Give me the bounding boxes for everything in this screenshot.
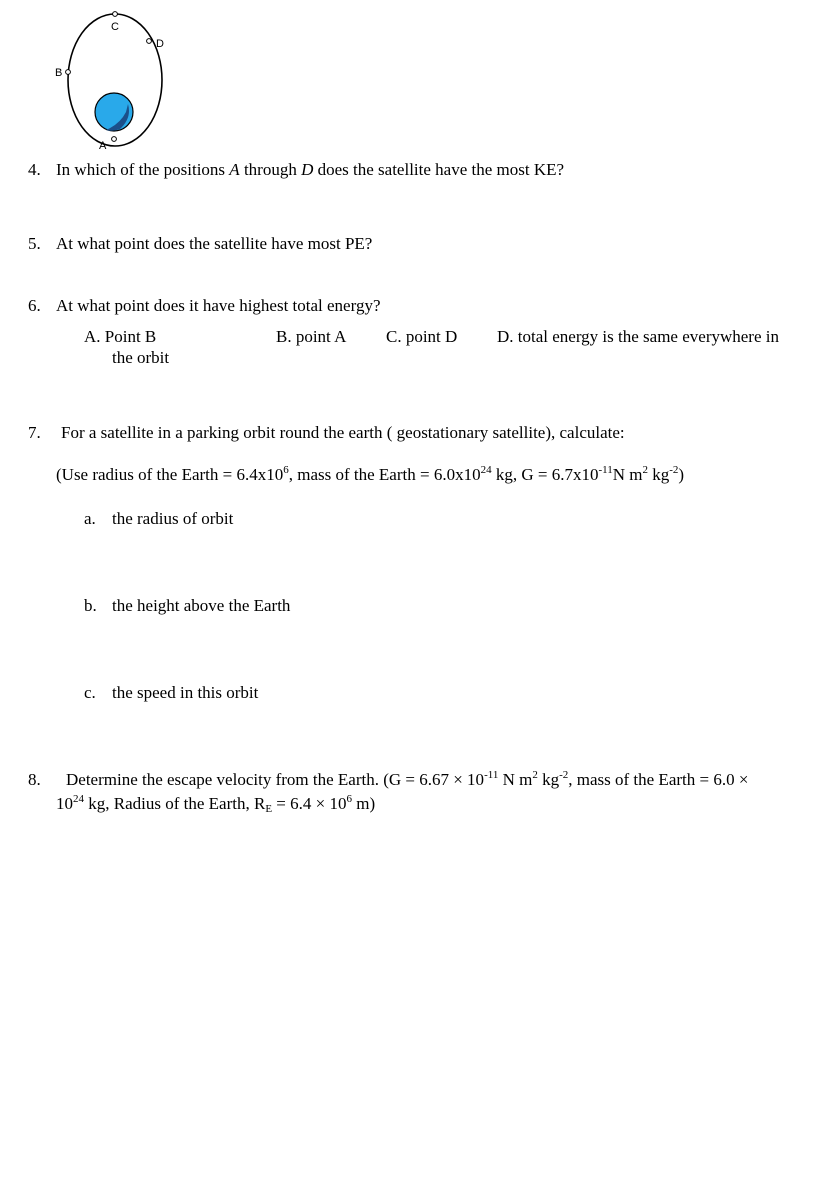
option-d-continued: the orbit	[112, 348, 170, 367]
question-text-part: In which of the positions	[56, 160, 230, 179]
point-a-marker	[112, 137, 117, 142]
label-d: D	[156, 38, 164, 50]
question-text: Determine the escape velocity from the Earth. (G = 6.67 × 10	[66, 770, 485, 789]
question-8-line-1	[28, 770, 748, 790]
part-text: the speed in this orbit	[112, 683, 259, 702]
option-b: B. point A	[276, 327, 347, 346]
exponent: -2	[669, 464, 679, 476]
part-letter: c.	[84, 683, 96, 702]
exponent: 2	[532, 769, 538, 781]
question-text: 10	[56, 794, 73, 813]
subscript: E	[265, 803, 273, 815]
part-text: the radius of orbit	[112, 509, 234, 528]
question-8-line-2	[56, 794, 375, 814]
question-text: m)	[351, 794, 376, 813]
question-text: N m	[498, 770, 533, 789]
option-c: C. point D	[386, 327, 458, 346]
label-c: C	[111, 21, 119, 33]
exponent: 2	[642, 464, 648, 476]
part-letter: b.	[84, 596, 97, 615]
point-c-marker	[113, 12, 118, 17]
question-text-part: through	[239, 160, 302, 179]
part-a	[84, 509, 233, 529]
italic-variable: D	[301, 160, 314, 179]
earth-icon	[95, 93, 133, 131]
orbit-diagram-svg	[50, 8, 180, 156]
question-number: 7.	[28, 423, 41, 442]
italic-variable: A	[229, 160, 240, 179]
part-letter: a.	[84, 509, 96, 528]
question-6	[28, 296, 381, 316]
label-b: B	[55, 67, 63, 79]
question-4	[28, 160, 564, 180]
option-a: A. Point B	[84, 327, 157, 346]
part-c	[84, 683, 258, 703]
question-text: At what point does the satellite have most PE?	[56, 234, 373, 253]
part-b	[84, 596, 290, 616]
exponent: 6	[283, 464, 289, 476]
given-text: (Use radius of the Earth = 6.4x10	[56, 465, 284, 484]
question-text: For a satellite in a parking orbit round the earth ( geostationary satellite), calculate:	[61, 423, 625, 442]
given-text: )	[678, 465, 685, 484]
point-d-marker	[147, 39, 152, 44]
option-d: D. total energy is the same everywhere in	[497, 327, 779, 346]
question-text: At what point does it have highest total energy?	[56, 296, 381, 315]
question-number: 5.	[28, 234, 41, 253]
question-text: , mass of the Earth = 6.0 ×	[568, 770, 749, 789]
exponent: 24	[73, 793, 84, 805]
orbit-diagram	[50, 8, 180, 156]
exponent: -2	[559, 769, 569, 781]
given-text: kg	[647, 465, 670, 484]
question-7	[28, 423, 625, 443]
question-number: 6.	[28, 296, 41, 315]
given-text: , mass of the Earth = 6.0x10	[288, 465, 481, 484]
exponent: 24	[480, 464, 492, 476]
question-5	[28, 234, 372, 254]
given-text: N m	[612, 465, 643, 484]
question-text: = 6.4 × 10	[272, 794, 347, 813]
question-text: kg	[537, 770, 560, 789]
question-number: 8.	[28, 770, 41, 789]
point-b-marker	[66, 70, 71, 75]
exponent: -11	[484, 769, 499, 781]
exponent: 6	[346, 793, 352, 805]
given-text: kg, G = 6.7x10	[491, 465, 599, 484]
label-a: A	[99, 140, 107, 152]
exponent: -11	[598, 464, 613, 476]
part-text: the height above the Earth	[112, 596, 291, 615]
question-text-part: does the satellite have the most KE?	[313, 160, 565, 179]
question-text: kg, Radius of the Earth, R	[84, 794, 266, 813]
given-values	[56, 465, 684, 485]
question-number: 4.	[28, 160, 41, 179]
